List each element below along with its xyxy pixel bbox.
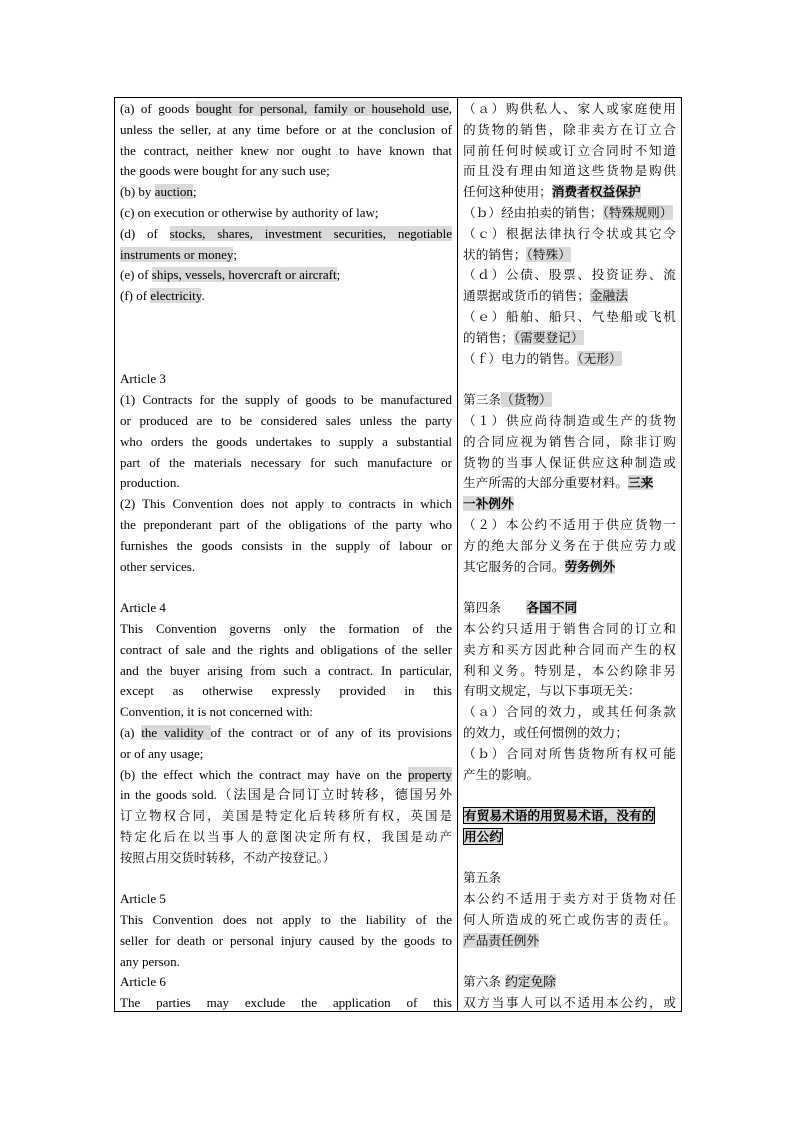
en-text-line xyxy=(120,141,452,162)
text-segment: （ａ）购供私人、家人或家庭使用 xyxy=(463,101,676,116)
en-text-line xyxy=(120,702,452,723)
text-segment: (e) of xyxy=(120,267,152,283)
en-text-line xyxy=(120,848,452,869)
text-segment: 其它服务的合同。 xyxy=(463,558,565,574)
zh-text-line xyxy=(463,99,676,120)
zh-text-line xyxy=(463,868,676,889)
text-segment: the goods were bought for any such use; xyxy=(120,163,330,179)
text-segment: 而且没有理由知道这些货物是购供 xyxy=(463,163,676,179)
highlighted-text: 约定免除 xyxy=(505,974,556,990)
zh-text-line xyxy=(463,328,676,349)
text-segment: production. xyxy=(120,475,180,491)
text-segment: . xyxy=(201,288,205,304)
zh-text-line xyxy=(463,827,676,848)
highlighted-text: the validity xyxy=(141,724,211,740)
zh-text-line xyxy=(463,910,676,931)
en-text-line xyxy=(120,99,452,120)
zh-text-line xyxy=(463,265,676,286)
en-text-line xyxy=(120,203,452,224)
text-segment: except as otherwise expressly provided in this xyxy=(120,683,452,699)
en-text-line xyxy=(120,161,452,182)
text-segment: (a) xyxy=(120,724,142,740)
en-text-line xyxy=(120,390,452,411)
text-segment: who orders the goods undertakes to supply a substantial xyxy=(120,433,452,449)
text-segment: , xyxy=(448,101,452,116)
zh-text-line xyxy=(463,744,676,765)
en-text-line xyxy=(120,952,452,973)
en-text-line xyxy=(120,640,452,661)
text-segment: the preponderant part of the obligations of the party who xyxy=(120,516,452,532)
text-segment: （１）供应尚待制造或生产的货物 xyxy=(463,412,676,428)
zh-text-line xyxy=(463,515,676,536)
en-text-line xyxy=(120,619,452,640)
blank-line xyxy=(120,577,452,598)
highlighted-text: （需要登记） xyxy=(513,329,584,345)
blank-line xyxy=(120,307,452,328)
text-segment: 第四条 xyxy=(463,600,527,616)
en-text-line xyxy=(120,473,452,494)
text-segment: 的货物的销售，除非卖方在订立合 xyxy=(463,121,676,137)
highlighted-text: 金融法 xyxy=(589,288,629,304)
text-segment: 按照占用交货时转移，不动产按登记。） xyxy=(120,850,336,865)
text-segment: ; xyxy=(192,184,197,200)
text-segment: (1) Contracts for the supply of goods to be manufactured xyxy=(120,392,452,408)
zh-text-line xyxy=(463,765,676,786)
text-segment: 利和义务。特别是，本公约除非另 xyxy=(463,662,676,678)
zh-text-line xyxy=(463,473,676,494)
zh-text-line xyxy=(463,681,676,702)
zh-text-line xyxy=(463,931,676,952)
en-text-line xyxy=(120,744,452,765)
text-segment: 特定化后在以当事人的意图决定所有权，我国是动产 xyxy=(120,829,452,844)
en-text-line xyxy=(120,723,452,744)
highlighted-text: 各国不同 xyxy=(526,600,578,616)
text-segment: Article 5 xyxy=(120,891,166,907)
highlighted-text: auction xyxy=(154,184,193,200)
text-segment: 方的绝大部分义务在于供应劳力或 xyxy=(463,537,676,553)
blank-line xyxy=(120,328,452,349)
text-segment: (b) by xyxy=(120,184,155,200)
en-text-line xyxy=(120,785,452,806)
highlighted-text: 消费者权益保护 xyxy=(551,184,641,200)
text-segment: and the buyer arising from such a contract. In particular, xyxy=(120,662,452,678)
text-segment: any person. xyxy=(120,953,180,969)
zh-text-line xyxy=(463,203,676,224)
zh-text-line xyxy=(463,453,676,474)
highlighted-text: （无形） xyxy=(577,350,622,366)
zh-text-line xyxy=(463,286,676,307)
text-segment: of the contract or of any of its provisions xyxy=(210,724,452,740)
text-segment: 有明文规定，与以下事项无关： xyxy=(463,683,641,699)
highlighted-text: 一补例外 xyxy=(463,496,514,512)
text-segment: Article 6 xyxy=(120,974,166,990)
zh-text-line xyxy=(463,120,676,141)
english-column xyxy=(115,98,458,1011)
en-text-line xyxy=(120,910,452,931)
text-segment: 同前任何时候或订立合同时不知道 xyxy=(463,142,676,158)
zh-text-line xyxy=(463,411,676,432)
text-segment: seller for death or personal injury caused by the goods to xyxy=(120,932,452,948)
highlighted-text: 用公约 xyxy=(464,828,503,844)
zh-text-line xyxy=(463,307,676,328)
text-segment: in the goods sold. xyxy=(120,787,217,803)
zh-text-line xyxy=(463,723,676,744)
blank-line xyxy=(120,868,452,889)
text-segment: (a) of goods xyxy=(120,101,196,116)
text-segment: （ｅ）船舶、船只、气垫船或飞机 xyxy=(463,308,676,324)
text-segment: 何人所造成的死亡或伤害的责任。 xyxy=(463,912,676,928)
text-segment: other services. xyxy=(120,558,196,574)
en-text-line xyxy=(120,536,452,557)
en-text-line xyxy=(120,993,452,1011)
zh-text-line xyxy=(463,182,676,203)
en-text-line xyxy=(120,827,452,848)
zh-text-line xyxy=(463,598,676,619)
text-segment: Article 3 xyxy=(120,371,166,387)
text-segment: （法国是合同订立时转移，德国另外 xyxy=(216,788,452,804)
en-text-line xyxy=(120,224,452,245)
zh-text-line xyxy=(463,993,676,1011)
text-segment: (f) of xyxy=(120,288,151,304)
zh-text-line xyxy=(463,224,676,245)
blank-line xyxy=(120,349,452,370)
zh-text-line xyxy=(463,640,676,661)
highlighted-text: 有贸易术语的用贸易术语，没有的 xyxy=(464,808,655,824)
blank-line xyxy=(463,785,676,806)
text-segment: （２）本公约不适用于供应货物一 xyxy=(463,516,676,532)
zh-text-line xyxy=(463,390,676,411)
en-text-line xyxy=(120,972,452,993)
text-segment: ; xyxy=(233,246,238,262)
text-segment: 第六条 xyxy=(463,974,506,990)
text-segment: furnishes the goods consists in the supply of labour or xyxy=(120,537,452,553)
text-segment: （ａ）合同的效力，或其任何条款 xyxy=(463,704,676,720)
chinese-column xyxy=(458,98,681,1011)
zh-text-line xyxy=(463,889,676,910)
zh-text-line xyxy=(463,557,676,578)
highlighted-text: （特殊） xyxy=(526,246,571,262)
en-text-line xyxy=(120,889,452,910)
text-segment: This Convention does not apply to the liability of the xyxy=(120,912,452,928)
highlighted-text: electricity xyxy=(150,288,202,304)
text-segment: 通票据或货币的销售； xyxy=(463,288,590,304)
text-segment: or produced are to be considered sales unless the party xyxy=(120,412,452,428)
en-text-line xyxy=(120,931,452,952)
document-table xyxy=(114,97,682,1012)
zh-text-line xyxy=(463,161,676,182)
text-segment: 的销售； xyxy=(463,329,514,345)
text-segment: 订立物权合同，美国是特定化后转移所有权，英国是 xyxy=(120,809,452,824)
en-text-line xyxy=(120,245,452,266)
text-segment: Convention, it is not concerned with: xyxy=(120,704,313,720)
text-segment: part of the materials necessary for such manufacture or xyxy=(120,454,452,470)
text-segment: 产生的影响。 xyxy=(463,766,540,782)
zh-text-line xyxy=(463,536,676,557)
text-segment: 本公约只适用于销售合同的订立和 xyxy=(463,620,676,636)
text-segment: 第五条 xyxy=(463,870,502,886)
text-segment: 货物的当事人保证供应这种制造或 xyxy=(463,454,676,470)
text-segment: 双方当事人可以不适用本公约，或 xyxy=(463,995,676,1011)
en-text-line xyxy=(120,681,452,702)
text-segment: 卖方和买方因此种合同而产生的权 xyxy=(463,641,676,657)
highlighted-text: 产品责任例外 xyxy=(463,932,540,948)
highlighted-text: 三来 xyxy=(628,475,654,491)
text-segment: ; xyxy=(336,267,341,283)
en-text-line xyxy=(120,182,452,203)
blank-line xyxy=(463,952,676,973)
text-segment: contract of sale and the rights and obligations of the seller xyxy=(120,641,452,657)
blank-line xyxy=(463,577,676,598)
text-segment: (b) the effect which the contract may have on the xyxy=(120,766,408,782)
zh-text-line xyxy=(463,245,676,266)
zh-text-line xyxy=(463,494,676,515)
en-text-line xyxy=(120,265,452,286)
en-text-line xyxy=(120,120,452,141)
zh-text-line xyxy=(463,432,676,453)
zh-text-line xyxy=(463,349,676,370)
highlighted-text: property xyxy=(407,766,452,782)
en-text-line xyxy=(120,661,452,682)
text-segment: Article 4 xyxy=(120,600,166,616)
highlighted-text: instruments or money xyxy=(120,246,234,262)
text-segment: （ｂ）合同对所售货物所有权可能 xyxy=(463,745,676,761)
zh-text-line xyxy=(463,972,676,993)
zh-text-line xyxy=(463,661,676,682)
blank-line xyxy=(463,369,676,390)
text-segment: or of any usage; xyxy=(120,745,204,761)
blank-line xyxy=(463,848,676,869)
text-segment: (2) This Convention does not apply to contracts in which xyxy=(120,496,452,512)
highlighted-text: ships, vessels, hovercraft or aircraft xyxy=(151,267,337,283)
en-text-line xyxy=(120,765,452,786)
en-text-line xyxy=(120,494,452,515)
zh-text-line xyxy=(463,619,676,640)
highlighted-text: （货物） xyxy=(501,392,552,408)
text-segment: the contract, neither knew nor ought to have known that xyxy=(120,142,452,158)
text-segment: 的效力，或任何惯例的效力； xyxy=(463,724,629,740)
zh-text-line xyxy=(463,806,676,827)
text-segment: unless the seller, at any time before or at the conclusion of xyxy=(120,121,452,137)
en-text-line xyxy=(120,598,452,619)
text-segment: 状的销售； xyxy=(463,246,527,262)
text-segment: 的合同应视为销售合同，除非订购 xyxy=(463,433,676,449)
highlighted-text: stocks, shares, investment securities, negotiable xyxy=(169,225,452,241)
text-segment: （ｆ）电力的销售。 xyxy=(463,350,578,366)
en-text-line xyxy=(120,806,452,827)
en-text-line xyxy=(120,432,452,453)
en-text-line xyxy=(120,515,452,536)
highlighted-text: bought for personal, family or household use xyxy=(195,101,449,116)
text-segment: 任何这种使用； xyxy=(463,184,552,200)
en-text-line xyxy=(120,411,452,432)
text-segment: （ｃ）根据法律执行令状或其它令 xyxy=(463,225,676,241)
zh-text-line xyxy=(463,702,676,723)
highlighted-text: 劳务例外 xyxy=(564,558,616,574)
text-segment: This Convention governs only the formation of the xyxy=(120,620,452,636)
text-segment: 生产所需的大部分重要材料。 xyxy=(463,475,629,491)
text-segment: （ｂ）经由拍卖的销售； xyxy=(463,204,603,220)
zh-text-line xyxy=(463,141,676,162)
text-segment: The parties may exclude the application of this xyxy=(120,995,452,1011)
en-text-line xyxy=(120,369,452,390)
text-segment: 本公约不适用于卖方对于货物对任 xyxy=(463,891,676,907)
highlighted-text: （特殊规则） xyxy=(602,204,673,220)
en-text-line xyxy=(120,557,452,578)
en-text-line xyxy=(120,286,452,307)
text-segment: 第三条 xyxy=(463,392,502,408)
en-text-line xyxy=(120,453,452,474)
text-segment: （ｄ）公债、股票、投资证券、流 xyxy=(463,267,676,283)
text-segment: (d) of xyxy=(120,225,170,241)
text-segment: (c) on execution or otherwise by authority of law; xyxy=(120,204,379,220)
